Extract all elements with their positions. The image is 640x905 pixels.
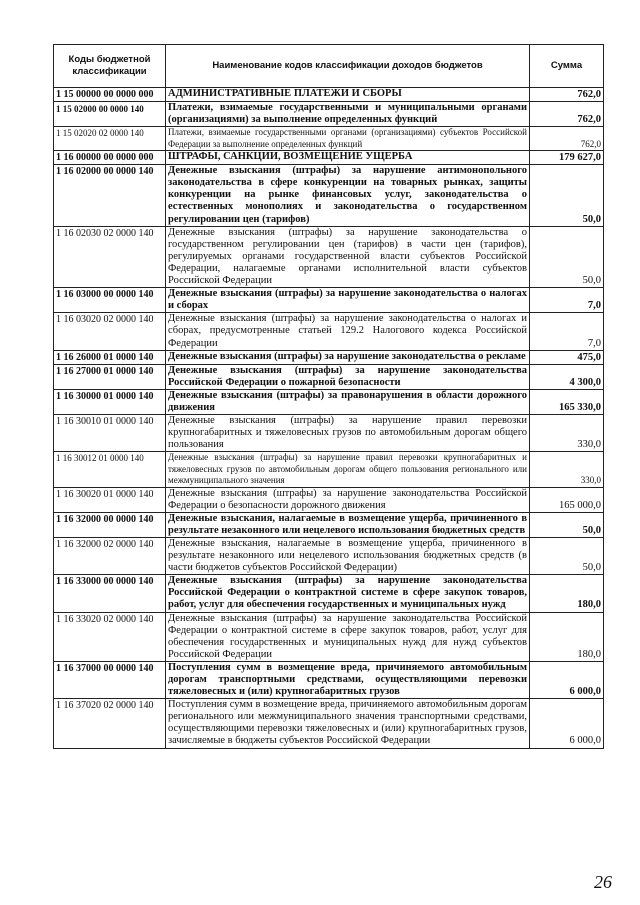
row-code: 1 16 30012 01 0000 140 [54, 452, 166, 487]
row-sum: 180,0 [530, 612, 604, 661]
row-sum: 50,0 [530, 165, 604, 226]
header-sum: Сумма [530, 45, 604, 88]
table-header-row [54, 45, 604, 88]
row-code: 1 16 03000 00 0000 140 [54, 288, 166, 313]
table-row [54, 102, 604, 127]
row-name: Денежные взыскания, налагаемые в возмещение ущерба, причиненного в результате незаконного или нецелевого использования бюджетных средств (в части бюджетов субъектов Российской Федерации) [166, 537, 530, 574]
row-sum: 50,0 [530, 537, 604, 574]
row-name: Платежи, взимаемые государственными органами (организациями) субъектов Российской Федерации за выполнение определенных функций [166, 127, 530, 151]
row-sum: 762,0 [530, 127, 604, 151]
row-name: Денежные взыскания (штрафы) за нарушение законодательства Российской Федерации о контрактной системе в сфере закупок товаров, работ, услуг для обеспечения государственных и муниципальных нужд [166, 575, 530, 612]
row-code: 1 16 30020 01 0000 140 [54, 487, 166, 512]
row-name: Платежи, взимаемые государственными и муниципальными органами (организациями) за выполнение определенных функций [166, 102, 530, 127]
row-code: 1 16 33020 02 0000 140 [54, 612, 166, 661]
row-name: Денежные взыскания (штрафы) за нарушение законодательства о рекламе [166, 350, 530, 364]
row-code: 1 16 03020 02 0000 140 [54, 313, 166, 350]
row-sum: 165 000,0 [530, 487, 604, 512]
row-sum: 4 300,0 [530, 364, 604, 389]
row-sum: 762,0 [530, 102, 604, 127]
table-row [54, 364, 604, 389]
row-sum: 179 627,0 [530, 151, 604, 165]
table-row [54, 699, 604, 748]
table-row [54, 661, 604, 698]
row-code: 1 15 02000 00 0000 140 [54, 102, 166, 127]
table-row [54, 452, 604, 487]
row-name: Денежные взыскания (штрафы) за нарушение правил перевозки крупногабаритных и тяжеловесных грузов по автомобильным дорогам общего пользования регионального или межмуниципального значения [166, 452, 530, 487]
document-page [53, 44, 603, 749]
row-name: Денежные взыскания (штрафы) за правонарушения в области дорожного движения [166, 389, 530, 414]
row-code: 1 16 02030 02 0000 140 [54, 226, 166, 287]
row-name: ШТРАФЫ, САНКЦИИ, ВОЗМЕЩЕНИЕ УЩЕРБА [166, 151, 530, 165]
table-row [54, 127, 604, 151]
row-sum: 6 000,0 [530, 699, 604, 748]
row-code: 1 16 32000 00 0000 140 [54, 512, 166, 537]
table-row [54, 415, 604, 452]
table-row [54, 88, 604, 102]
row-code: 1 16 33000 00 0000 140 [54, 575, 166, 612]
table-row [54, 389, 604, 414]
table-row [54, 165, 604, 226]
table-row [54, 313, 604, 350]
row-code: 1 16 37000 00 0000 140 [54, 661, 166, 698]
row-code: 1 15 00000 00 0000 000 [54, 88, 166, 102]
table-row [54, 512, 604, 537]
row-code: 1 16 27000 01 0000 140 [54, 364, 166, 389]
row-code: 1 16 02000 00 0000 140 [54, 165, 166, 226]
row-code: 1 16 00000 00 0000 000 [54, 151, 166, 165]
table-row [54, 288, 604, 313]
table-row [54, 151, 604, 165]
row-name: Денежные взыскания (штрафы) за нарушение законодательства о налогах и сборах, предусмотренные статьей 129.2 Налогового кодекса Российской Федерации [166, 313, 530, 350]
table-row [54, 537, 604, 574]
row-sum: 7,0 [530, 313, 604, 350]
row-sum: 7,0 [530, 288, 604, 313]
row-name: Денежные взыскания (штрафы) за нарушение законодательства Российской Федерации о безопасности дорожного движения [166, 487, 530, 512]
row-name: Денежные взыскания (штрафы) за нарушение законодательства о налогах и сборах [166, 288, 530, 313]
table-body [54, 88, 604, 749]
page-number: 26 [594, 872, 612, 892]
table-row [54, 612, 604, 661]
row-sum: 50,0 [530, 226, 604, 287]
row-name: Денежные взыскания (штрафы) за нарушение законодательства Российской Федерации о контрактной системе в сфере закупок товаров, работ, услуг для обеспечения государственных и муниципальных нужд для нужд субъектов Российской Федерации [166, 612, 530, 661]
row-code: 1 16 30000 01 0000 140 [54, 389, 166, 414]
revenue-classification-table [53, 44, 604, 749]
row-code: 1 16 26000 01 0000 140 [54, 350, 166, 364]
header-codes: Коды бюджетной классификации [54, 45, 166, 88]
row-sum: 50,0 [530, 512, 604, 537]
row-code: 1 15 02020 02 0000 140 [54, 127, 166, 151]
header-name: Наименование кодов классификации доходов бюджетов [166, 45, 530, 88]
row-name: Поступления сумм в возмещение вреда, причиняемого автомобильным дорогам регионального или межмуниципального значения транспортными средствами, осуществляющими перевозки тяжеловесных и (или) крупногабаритных грузов, зачисляемые в бюджеты субъектов Российской Федерации [166, 699, 530, 748]
table-row [54, 575, 604, 612]
row-name: Денежные взыскания (штрафы) за нарушение правил перевозки крупногабаритных и тяжеловесных грузов по автомобильным дорогам общего пользования [166, 415, 530, 452]
row-code: 1 16 37020 02 0000 140 [54, 699, 166, 748]
row-code: 1 16 32000 02 0000 140 [54, 537, 166, 574]
row-name: Денежные взыскания (штрафы) за нарушение законодательства о государственном регулировании цен (тарифов) в части цен (тарифов), регулируемых органами государственной власти субъектов Российской Федерации, налагаемые органами исполнительной власти субъектов Российской Федерации [166, 226, 530, 287]
row-sum: 762,0 [530, 88, 604, 102]
row-name: Денежные взыскания, налагаемые в возмещение ущерба, причиненного в результате незаконного или нецелевого использования бюджетных средств [166, 512, 530, 537]
row-name: Поступления сумм в возмещение вреда, причиняемого автомобильным дорогам транспортными средствами, осуществляющими перевозки тяжеловесных и (или) крупногабаритных грузов [166, 661, 530, 698]
table-row [54, 487, 604, 512]
row-name: Денежные взыскания (штрафы) за нарушение законодательства Российской Федерации о пожарной безопасности [166, 364, 530, 389]
table-row [54, 226, 604, 287]
row-sum: 6 000,0 [530, 661, 604, 698]
row-sum: 330,0 [530, 452, 604, 487]
row-sum: 330,0 [530, 415, 604, 452]
row-sum: 475,0 [530, 350, 604, 364]
row-sum: 180,0 [530, 575, 604, 612]
row-name: АДМИНИСТРАТИВНЫЕ ПЛАТЕЖИ И СБОРЫ [166, 88, 530, 102]
row-code: 1 16 30010 01 0000 140 [54, 415, 166, 452]
table-row [54, 350, 604, 364]
row-sum: 165 330,0 [530, 389, 604, 414]
row-name: Денежные взыскания (штрафы) за нарушение антимонопольного законодательства в сфере конкуренции на товарных рынках, защиты конкуренции на рынке финансовых услуг, законодательства о естественных монополиях и законодательства о государственном регулировании цен (тарифов) [166, 165, 530, 226]
